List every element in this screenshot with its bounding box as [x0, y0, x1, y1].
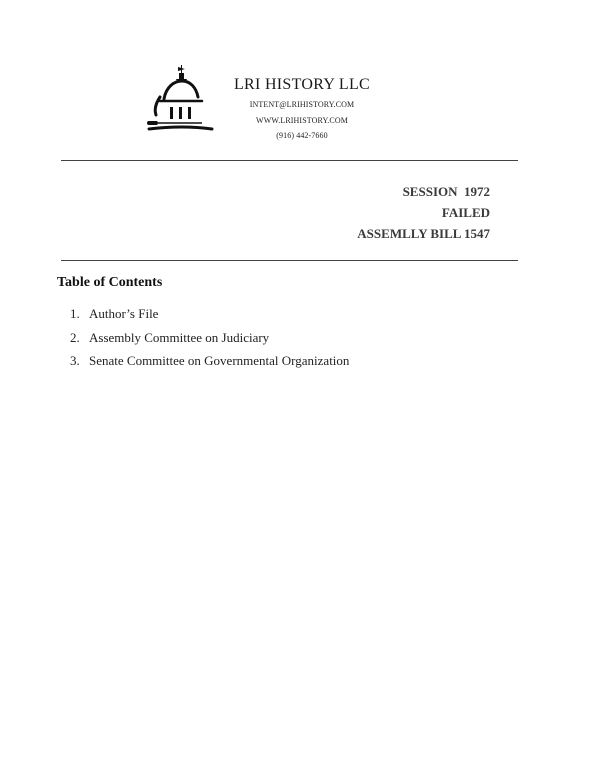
capitol-dome-icon: [146, 63, 214, 139]
contact-website: WWW.LRIHISTORY.COM: [256, 116, 348, 125]
contact-phone: (916) 442-7660: [276, 131, 328, 140]
toc-list: [70, 306, 349, 377]
bill-session: SESSION 1972: [402, 184, 490, 199]
toc-item: [70, 306, 349, 330]
toc-heading: Table of Contents: [57, 275, 163, 290]
toc-item-number: 2.: [70, 329, 80, 345]
toc-item: [70, 353, 349, 377]
toc-item-label: Senate Committee on Governmental Organization: [89, 353, 350, 368]
bill-number: ASSEMLLY BILL 1547: [357, 226, 490, 241]
bill-divider: [61, 260, 518, 261]
contact-email: INTENT@LRIHISTORY.COM: [249, 100, 355, 109]
toc-item-number: 1.: [70, 306, 80, 321]
company-name: LRI HISTORY LLC: [233, 76, 371, 93]
bill-info: [357, 181, 490, 244]
toc-item: [70, 330, 349, 354]
header-divider: [61, 160, 518, 161]
toc-item-label: Assembly Committee on Judiciary: [89, 329, 270, 345]
bill-status: FAILED: [441, 205, 490, 220]
toc-item-number: 3.: [70, 353, 80, 368]
toc-item-label: Author’s File: [89, 306, 159, 321]
